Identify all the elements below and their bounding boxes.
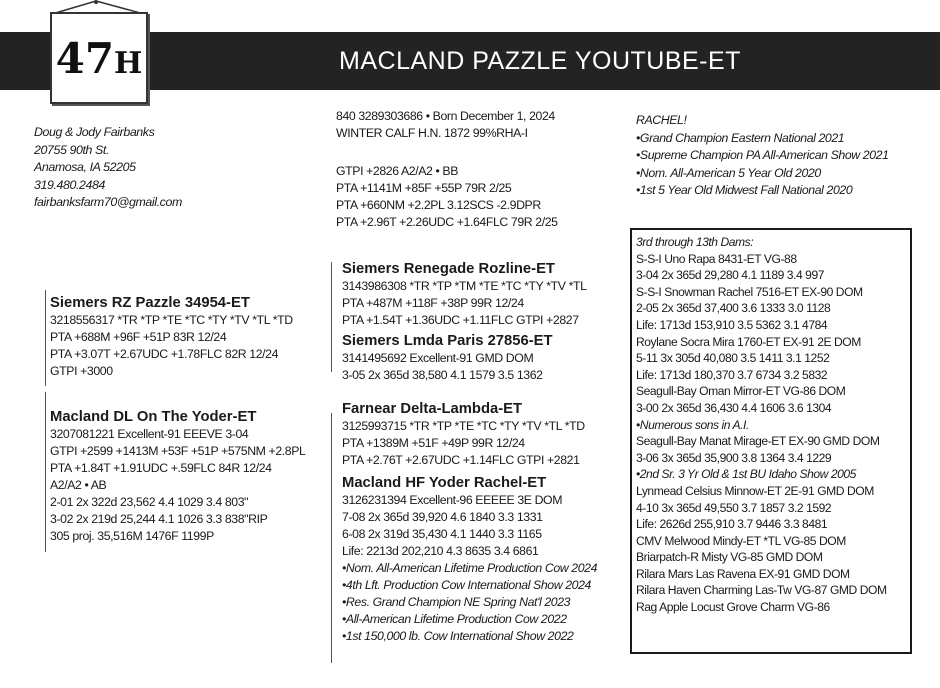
dam-entry: •Numerous sons in A.I.	[636, 417, 749, 432]
page-title: MACLAND PAZZLE YOUTUBE-ET	[339, 47, 741, 75]
consignor-line: 319.480.2484	[34, 177, 105, 192]
dam-entry: •2nd Sr. 3 Yr Old & 1st BU Idaho Show 2005	[636, 467, 856, 482]
genomic-line: PTA +660NM +2.2PL 3.12SCS -2.9DPR	[336, 198, 541, 212]
dam-line: 2-01 2x 322d 23,562 4.4 1029 3.4 803"	[50, 495, 249, 509]
rachel-honor: •Grand Champion Eastern National 2021	[636, 130, 845, 145]
dam-entry: 3-00 2x 365d 36,430 4.4 1606 3.6 1304	[636, 400, 832, 415]
dam-entry: Life: 1713d 153,910 3.5 5362 3.1 4784	[636, 317, 828, 332]
sire-dam-line: 3141495692 Excellent-91 GMD DOM	[342, 351, 534, 365]
sire-dam-line: 3-05 2x 365d 38,580 4.1 1579 3.5 1362	[342, 368, 543, 382]
dam-name: Macland DL On The Yoder-ET	[50, 409, 257, 425]
genomic-line: GTPI +2826 A2/A2 • BB	[336, 164, 459, 178]
animal-info	[336, 108, 555, 142]
sire-sire-name: Siemers Renegade Rozline-ET	[342, 261, 555, 277]
dam-entry: 3-06 3x 365d 35,900 3.8 1364 3.4 1229	[636, 450, 832, 465]
consignor-line: Anamosa, IA 52205	[34, 160, 136, 174]
lot-number-sign	[50, 12, 148, 104]
dams-heading: 3rd through 13th Dams:	[636, 235, 754, 249]
dam-block	[50, 408, 305, 545]
dam-line: A2/A2 • AB	[50, 478, 107, 492]
dam-entry: 3-04 2x 365d 29,280 4.1 1189 3.4 997	[636, 268, 824, 283]
dam-entry: Rag Apple Locust Grove Charm VG-86	[636, 600, 830, 615]
dam-entry: Seagull-Bay Manat Mirage-ET EX-90 GMD DOM	[636, 434, 880, 449]
dam-entry: 5-11 3x 305d 40,080 3.5 1411 3.1 1252	[636, 351, 830, 366]
sire-sire-line: PTA +1.54T +1.36UDC +1.11FLC GTPI +2827	[342, 313, 579, 327]
pedigree-line-dam	[45, 392, 46, 552]
consignor-email: fairbanksfarm70@gmail.com	[34, 195, 182, 209]
rachel-honor: •Supreme Champion PA All-American Show 2021	[636, 148, 889, 162]
dam-sire-block	[342, 400, 585, 469]
consignor-info	[34, 124, 182, 212]
sire-dam-name: Siemers Lmda Paris 27856-ET	[342, 333, 553, 349]
dam-dam-line: 6-08 2x 319d 35,430 4.1 1440 3.3 1165	[342, 527, 542, 541]
dam-line: GTPI +2599 +1413M +53F +51P +575NM +2.8PL	[50, 444, 306, 458]
dam-line: PTA +1.84T +1.91UDC +.59FLC 84R 12/24	[50, 461, 272, 475]
dam-dam-line: Life: 2213d 202,210 4.3 8635 3.4 6861	[342, 544, 539, 558]
dam-dam-honor: •1st 150,000 lb. Cow International Show 2022	[342, 629, 574, 643]
rachel-honor: •Nom. All-American 5 Year Old 2020	[636, 165, 821, 180]
dam-entry: Seagull-Bay Oman Mirror-ET VG-86 DOM	[636, 384, 846, 399]
sire-line: GTPI +3000	[50, 364, 113, 378]
dam-entry: S-S-I Uno Rapa 8431-ET VG-88	[636, 251, 797, 266]
pedigree-line-sire-sire	[331, 262, 332, 372]
dam-dam-line: 7-08 2x 365d 39,920 4.6 1840 3.3 1331	[342, 510, 543, 524]
dam-entry: Life: 1713d 180,370 3.7 6734 3.2 5832	[636, 367, 828, 382]
dam-line: 3207081221 Excellent-91 EEEVE 3-04	[50, 427, 249, 441]
dam-line: 305 proj. 35,516M 1476F 1199P	[50, 529, 214, 543]
sire-block	[50, 294, 293, 380]
pedigree-line-dam-sire	[331, 413, 332, 663]
dam-dam-honor: •All-American Lifetime Production Cow 2022	[342, 612, 567, 626]
sire-sire-line: 3143986308 *TR *TP *TM *TE *TC *TY *TV *TL	[342, 279, 587, 293]
rachel-heading: RACHEL!	[636, 113, 687, 127]
class-line: WINTER CALF H.N. 1872 99%RHA-I	[336, 126, 528, 140]
lot-number: 47H	[55, 34, 143, 83]
pedigree-line-sire	[45, 290, 46, 386]
dam-entry: CMV Melwood Mindy-ET *TL VG-85 DOM	[636, 533, 846, 548]
dam-entry: 2-05 2x 365d 37,400 3.6 1333 3.0 1128	[636, 301, 831, 316]
dam-entry: Lynmead Celsius Minnow-ET 2E-91 GMD DOM	[636, 483, 874, 498]
consignor-line: Doug & Jody Fairbanks	[34, 125, 155, 139]
rachel-honor: •1st 5 Year Old Midwest Fall National 2020	[636, 183, 853, 197]
dam-entry: Rilara Haven Charming Las-Tw VG-87 GMD DOM	[636, 583, 887, 598]
registration-line: 840 3289303686 • Born December 1, 2024	[336, 109, 555, 123]
dam-sire-name: Farnear Delta-Lambda-ET	[342, 401, 523, 417]
genomic-line: PTA +2.96T +2.26UDC +1.64FLC 79R 2/25	[336, 215, 558, 229]
sire-line: PTA +688M +96F +51P 83R 12/24	[50, 330, 227, 344]
dam-entry: S-S-I Snowman Rachel 7516-ET EX-90 DOM	[636, 284, 863, 299]
dam-entry: Rilara Mars Las Ravena EX-91 GMD DOM	[636, 566, 850, 581]
rachel-honors	[636, 112, 889, 200]
dam-sire-line: PTA +2.76T +2.67UDC +1.14FLC GTPI +2821	[342, 453, 580, 467]
dam-dam-block	[342, 474, 597, 645]
dam-line: 3-02 2x 219d 25,244 4.1 1026 3.3 838"RIP	[50, 512, 268, 526]
sire-dam-block	[342, 332, 553, 384]
dam-sire-line: 3125993715 *TR *TP *TE *TC *TY *TV *TL *TD	[342, 419, 585, 433]
sire-sire-line: PTA +487M +118F +38P 99R 12/24	[342, 296, 524, 310]
sire-name: Siemers RZ Pazzle 34954-ET	[50, 295, 250, 311]
dam-entry: Life: 2626d 255,910 3.7 9446 3.3 8481	[636, 517, 828, 532]
sire-sire-block	[342, 260, 587, 329]
genomic-line: PTA +1141M +85F +55P 79R 2/25	[336, 181, 512, 195]
consignor-line: 20755 90th St.	[34, 142, 110, 157]
dam-dam-line: 3126231394 Excellent-96 EEEEE 3E DOM	[342, 493, 563, 507]
sire-line: 3218556317 *TR *TP *TE *TC *TY *TV *TL *TD	[50, 313, 293, 327]
dam-dam-honor: •Nom. All-American Lifetime Production Cow 2024	[342, 561, 598, 575]
dam-entry: Briarpatch-R Misty VG-85 GMD DOM	[636, 550, 823, 565]
genomic-info	[336, 163, 558, 231]
dam-entry: Roylane Socra Mira 1760-ET EX-91 2E DOM	[636, 334, 861, 349]
dams-list	[636, 234, 887, 616]
dam-entry: 4-10 3x 365d 49,550 3.7 1857 3.2 1592	[636, 500, 832, 515]
dam-dam-honor: •Res. Grand Champion NE Spring Nat'l 2023	[342, 595, 571, 609]
dam-dam-name: Macland HF Yoder Rachel-ET	[342, 475, 547, 491]
dam-sire-line: PTA +1389M +51F +49P 99R 12/24	[342, 436, 525, 450]
sire-line: PTA +3.07T +2.67UDC +1.78FLC 82R 12/24	[50, 347, 279, 361]
dam-dam-honor: •4th Lft. Production Cow International Show 2024	[342, 578, 591, 592]
